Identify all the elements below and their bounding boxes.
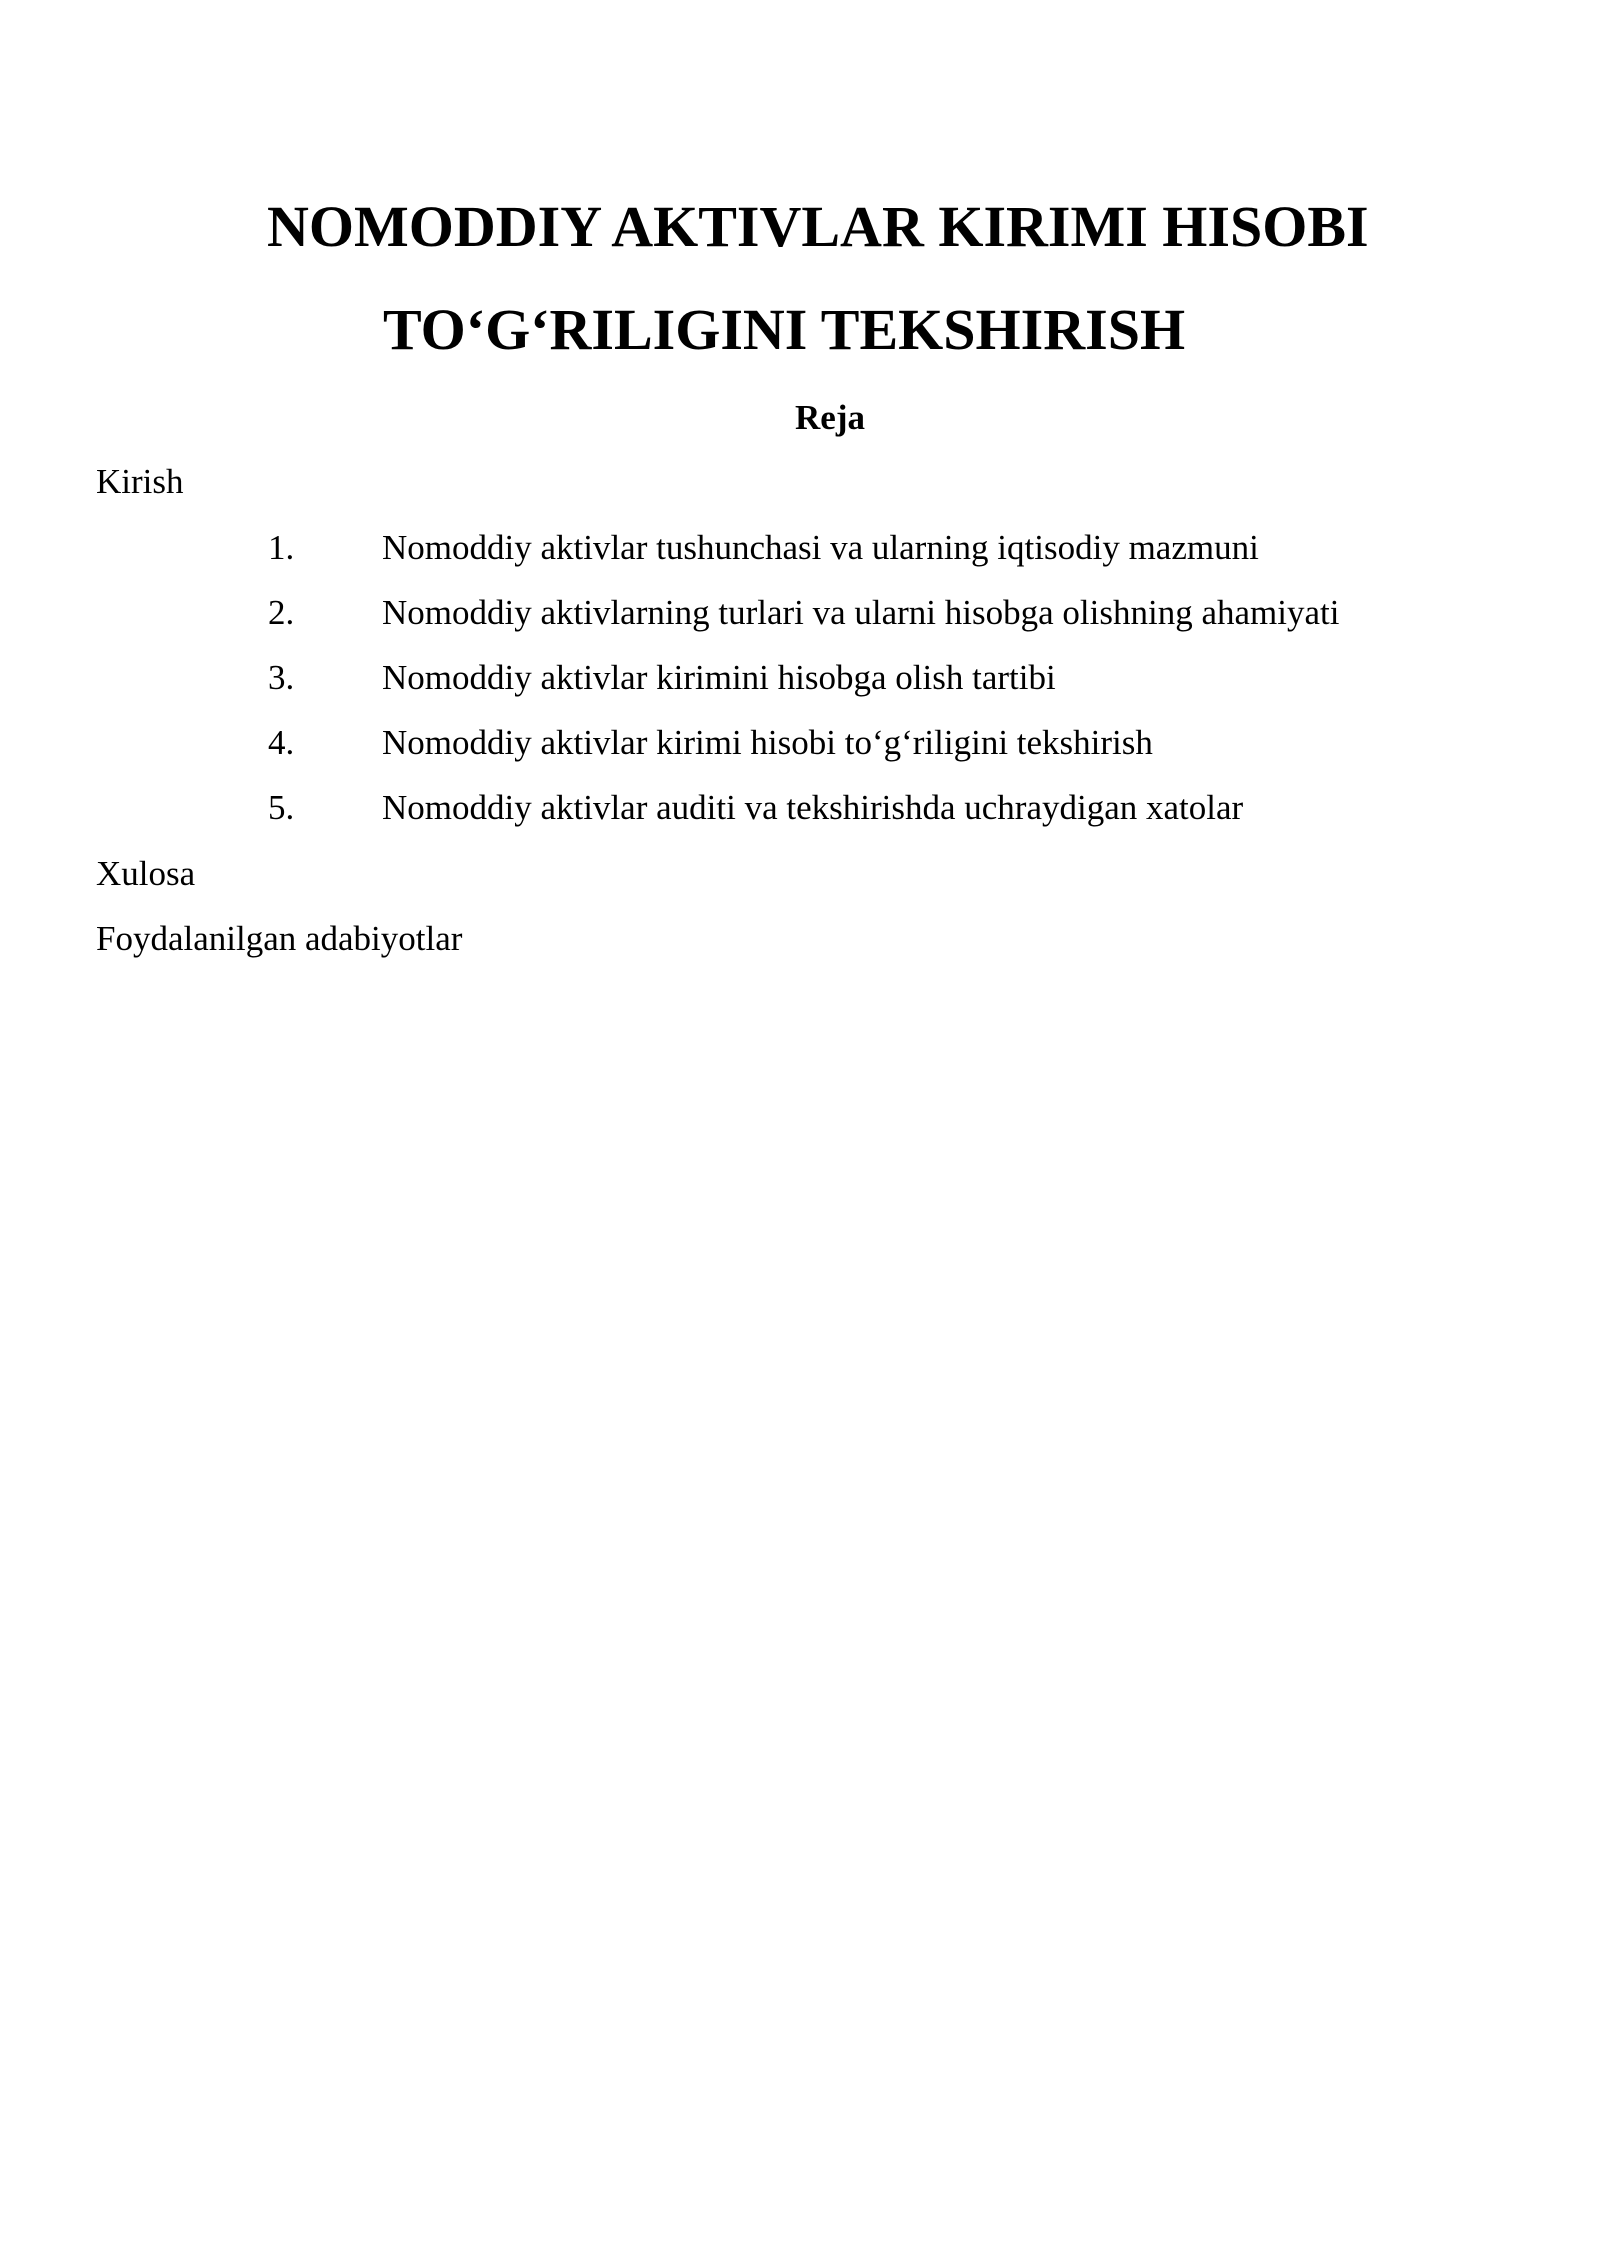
plan-item-number: 4.	[268, 723, 295, 762]
plan-item-text: Nomoddiy aktivlar tushunchasi va ularning iqtisodiy mazmuni	[382, 528, 1259, 567]
plan-item-number: 1.	[268, 528, 295, 567]
references-label: Foydalanilgan adabiyotlar	[96, 919, 463, 958]
plan-item-number: 2.	[268, 593, 295, 632]
document-title-line-2: TO‘G‘RILIGINI TEKSHIRISH	[383, 297, 1186, 362]
plan-item-number: 5.	[268, 788, 295, 827]
plan-item-text: Nomoddiy aktivlar kirimini hisobga olish tartibi	[382, 658, 1056, 697]
plan-item-text: Nomoddiy aktivlar auditi va tekshirishda uchraydigan xatolar	[382, 788, 1244, 827]
plan-heading: Reja	[795, 398, 865, 437]
plan-item-text: Nomoddiy aktivlarning turlari va ularni hisobga olishning ahamiyati	[382, 593, 1340, 632]
document-title-line-1: NOMODDIY AKTIVLAR KIRIMI HISOBI	[267, 194, 1369, 259]
conclusion-label: Xulosa	[96, 854, 196, 893]
plan-item-number: 3.	[268, 658, 295, 697]
plan-item-text: Nomoddiy aktivlar kirimi hisobi to‘g‘riligini tekshirish	[382, 723, 1153, 762]
intro-label: Kirish	[96, 462, 184, 501]
